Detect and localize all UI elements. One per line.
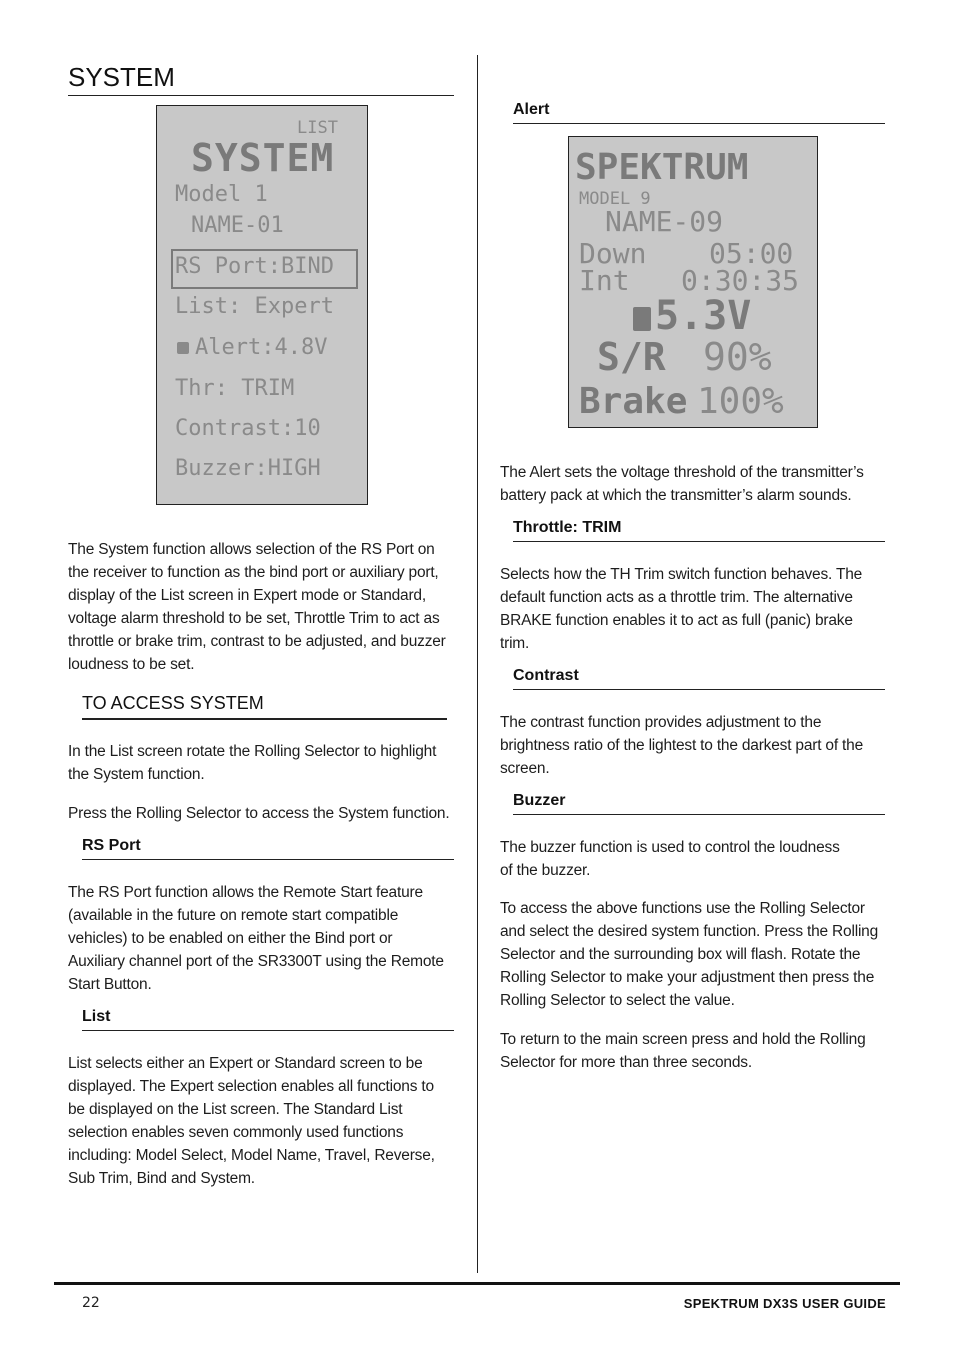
- contrast-paragraph: The contrast function provides adjustment to the brightness ratio of the lightest to the darkest part of the screen.: [500, 714, 864, 777]
- lcd-int-value: 0:30:35: [681, 264, 800, 297]
- lcd-model: Model 1: [175, 182, 268, 207]
- throttle-paragraph: Selects how the TH Trim switch function behaves. The default function acts as a throttle trim. The alternative BRAKE function enables it to act as full (panic) brake trim.: [500, 566, 863, 652]
- lcd-sr-value: 90%: [703, 335, 772, 379]
- footer-rule: [54, 1282, 900, 1285]
- throttle-heading: Throttle: TRIM: [513, 519, 885, 542]
- title-rule: [68, 95, 454, 96]
- intro-paragraph: The System function allows selection of the RS Port on the receiver to function as the bind port or auxiliary port, display of the List screen in Expert mode or Standard, voltage alarm threshold to be set, Throttle Trim to act as throttle or brake trim, contrast to be adjusted, and buzzer loudness to be set.: [68, 541, 446, 673]
- lcd-brake-label: Brake: [579, 381, 688, 422]
- lcd-contrast: Contrast:10: [175, 416, 321, 441]
- main-screen-image: [568, 136, 818, 428]
- access-heading-rule: [82, 718, 447, 720]
- lcd-corner-label: LIST: [297, 118, 338, 138]
- lcd-rs-port: RS Port:BIND: [175, 254, 334, 279]
- access-functions-paragraph: To access the above functions use the Rolling Selector and select the desired system function. Press the Rolling Selector and the surrounding box will flash. Rotate the Rolling Selector to make your adjustment then press the Rolling Selector to select the value.: [500, 900, 879, 1009]
- list-paragraph: List selects either an Expert or Standard screen to be displayed. The Expert selection enables all functions to be displayed on the List screen. The Standard List selection enables seven commonly used functions including: Model Select, Model Name, Travel, Reverse, Sub Trim, Bind and System.: [68, 1055, 435, 1187]
- lcd-name: NAME-01: [191, 213, 284, 238]
- contrast-heading: Contrast: [513, 667, 885, 690]
- buzzer-paragraph: The buzzer function is used to control the loudness of the buzzer.: [500, 839, 840, 879]
- access-paragraph-2: Press the Rolling Selector to access the System function.: [68, 805, 450, 822]
- page-number: 22: [82, 1295, 100, 1311]
- lcd-down-value: 05:00: [709, 237, 794, 270]
- column-divider: [477, 55, 478, 1273]
- lcd-brake-value: 100%: [697, 381, 784, 422]
- access-heading: TO ACCESS SYSTEM: [82, 693, 264, 713]
- lcd-list: List: Expert: [175, 294, 334, 319]
- lcd-int-label: Int: [579, 264, 630, 297]
- lcd-buzzer: Buzzer:HIGH: [175, 456, 321, 481]
- lcd-voltage: 5.3V: [655, 293, 752, 339]
- lcd-brand: SPEKTRUM: [575, 147, 749, 188]
- alert-heading: Alert: [513, 101, 885, 124]
- lcd-alert: Alert:4.8V: [195, 335, 328, 360]
- access-paragraph-1: In the List screen rotate the Rolling Selector to highlight the System function.: [68, 743, 437, 783]
- lcd-main-name: NAME-09: [605, 205, 724, 238]
- lcd-battery-icon: [633, 307, 651, 331]
- lcd-sr-label: S/R: [597, 335, 666, 379]
- rs-port-paragraph: The RS Port function allows the Remote Start feature (available in the future on remote start compatible vehicles) to be enabled on either the Bind port or Auxiliary channel port of the SR3300T using the Remote Start Button.: [68, 884, 444, 993]
- buzzer-heading: Buzzer: [513, 792, 885, 815]
- alert-paragraph: The Alert sets the voltage threshold of the transmitter’s battery pack at which the transmitter’s alarm sounds.: [500, 464, 864, 504]
- return-paragraph: To return to the main screen press and hold the Rolling Selector for more than three seconds.: [500, 1031, 866, 1071]
- lcd-lock-icon: [177, 342, 189, 354]
- list-heading: List: [82, 1008, 454, 1031]
- lcd-title: SYSTEM: [191, 136, 335, 180]
- system-screen-image: [156, 105, 368, 505]
- guide-title: SPEKTRUM DX3S USER GUIDE: [683, 1296, 886, 1311]
- page-title: SYSTEM: [68, 62, 175, 92]
- rs-port-heading: RS Port: [82, 837, 454, 860]
- lcd-thr: Thr: TRIM: [175, 376, 295, 401]
- lcd-down-label: Down: [579, 237, 647, 270]
- lcd-main-model: MODEL 9: [579, 189, 651, 209]
